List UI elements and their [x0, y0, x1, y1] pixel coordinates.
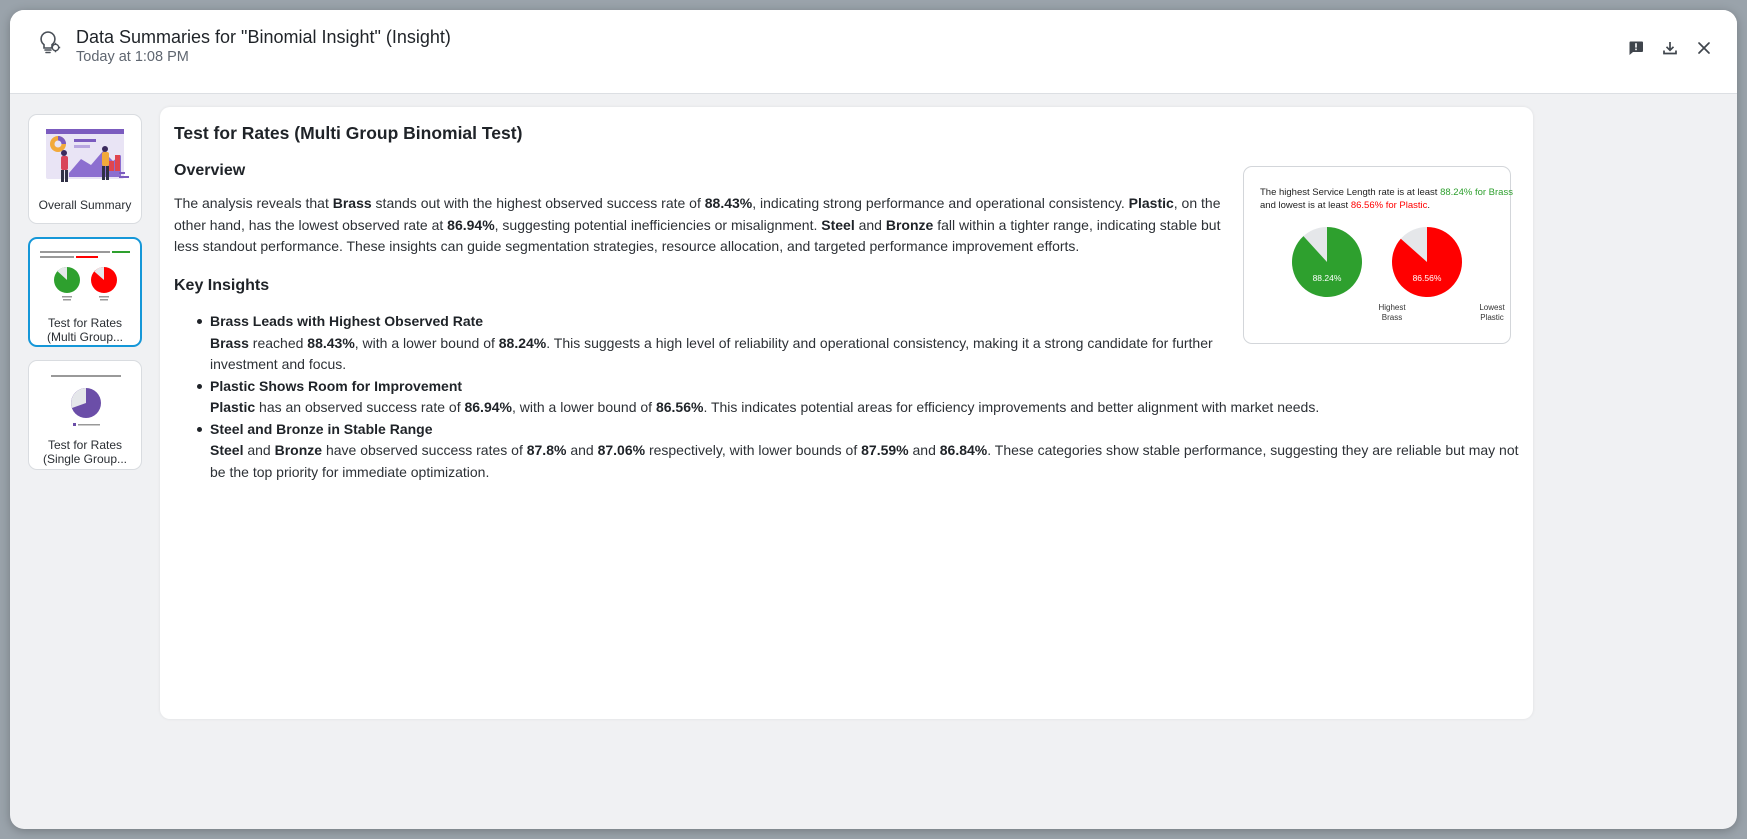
page-title: Test for Rates (Multi Group Binomial Test): [174, 123, 523, 143]
overview-heading: Overview: [174, 162, 246, 179]
pie-label-lowest: [1457, 303, 1527, 323]
chart-caption-line2: and lowest is at least 86.56% for Plastic.: [1260, 200, 1431, 211]
summary-sidebar: [28, 114, 142, 483]
dialog-timestamp: Today at 1:08 PM: [76, 49, 189, 65]
sidebar-item-label-line2: (Multi Group...: [46, 330, 124, 344]
insight-heading: Brass Leads with Highest Observed Rate: [210, 313, 484, 329]
pie-label-category: Plastic: [1480, 313, 1504, 322]
feedback-icon: [1628, 40, 1644, 56]
insight-body: Steel and Bronze have observed success rates of 87.8% and 87.06% respectively, with lower bounds of 87.59% and 86.84%. These categories show stable performance, suggesting they are reliable but may not be the top priority for immediate optimization.: [210, 442, 1519, 480]
sidebar-item-label-line1: Test for Rates: [47, 316, 123, 330]
pie-value-label: 88.24%: [1312, 273, 1342, 283]
single-group-thumbnail: [29, 361, 142, 433]
feedback-button[interactable]: [1625, 37, 1647, 59]
key-insights-heading: Key Insights: [174, 277, 270, 294]
multi-group-thumbnail: [30, 239, 140, 311]
pie-label-highest: [1357, 303, 1427, 323]
insight-bulb-icon: [38, 30, 62, 56]
close-icon: [1697, 41, 1711, 55]
rate-pie-chart-card: [1243, 166, 1511, 344]
list-item: [210, 419, 1520, 484]
sidebar-item-single-group-test[interactable]: [28, 360, 142, 470]
chart-caption-line1: The highest Service Length rate is at least 88.24% for Brass: [1260, 187, 1513, 198]
overall-summary-illustration: [29, 115, 142, 195]
download-button[interactable]: [1659, 37, 1681, 59]
data-summaries-dialog: [10, 10, 1737, 829]
list-item: [210, 376, 1520, 419]
close-button[interactable]: [1693, 37, 1715, 59]
sidebar-item-label-line2: (Single Group...: [42, 452, 128, 466]
insight-body: Brass reached 88.43%, with a lower bound of 88.24%. This suggests a high level of reliability and operational consistency, making it a strong candidate for further investment and focus.: [210, 334, 1213, 372]
pie-slice-highest: [1292, 227, 1362, 297]
pie-label-name: Highest: [1378, 303, 1406, 312]
pie-label-name: Lowest: [1479, 303, 1505, 312]
sidebar-item-overall-summary[interactable]: [28, 114, 142, 224]
insight-body: Plastic has an observed success rate of 86.94%, with a lower bound of 86.56%. This indicates potential areas for efficiency improvements and better alignment with market needs.: [210, 399, 1320, 415]
summary-content-panel: [160, 107, 1533, 719]
pie-charts: [1244, 222, 1512, 302]
overview-paragraph: The analysis reveals that Brass stands out with the highest observed success rate of 88.43%, indicating strong performance and operational consistency. Plastic, on the other hand, has the lowest observed rate at 86.94%, suggesting potential inefficiencies or misalignment. Steel and Bronze fall within a tighter range, indicating stable but less standout performance. These insights can guide segmentation strategies, resource allocation, and targeted performance improvement efforts.: [174, 195, 1221, 254]
insight-heading: Steel and Bronze in Stable Range: [210, 420, 433, 437]
insight-heading: Plastic Shows Room for Improvement: [210, 377, 463, 394]
pie-label-category: Brass: [1381, 313, 1403, 322]
sidebar-item-multi-group-test[interactable]: [28, 237, 142, 347]
sidebar-item-label: [34, 316, 136, 344]
sidebar-item-label: [33, 438, 137, 466]
dialog-title: Data Summaries for "Binomial Insight" (Insight): [76, 27, 451, 47]
pie-value-label: 86.56%: [1412, 273, 1442, 283]
download-icon: [1662, 40, 1678, 56]
sidebar-item-label-line1: Test for Rates: [47, 438, 123, 452]
sidebar-item-label: Overall Summary: [38, 198, 132, 212]
dialog-header: [10, 10, 1737, 94]
